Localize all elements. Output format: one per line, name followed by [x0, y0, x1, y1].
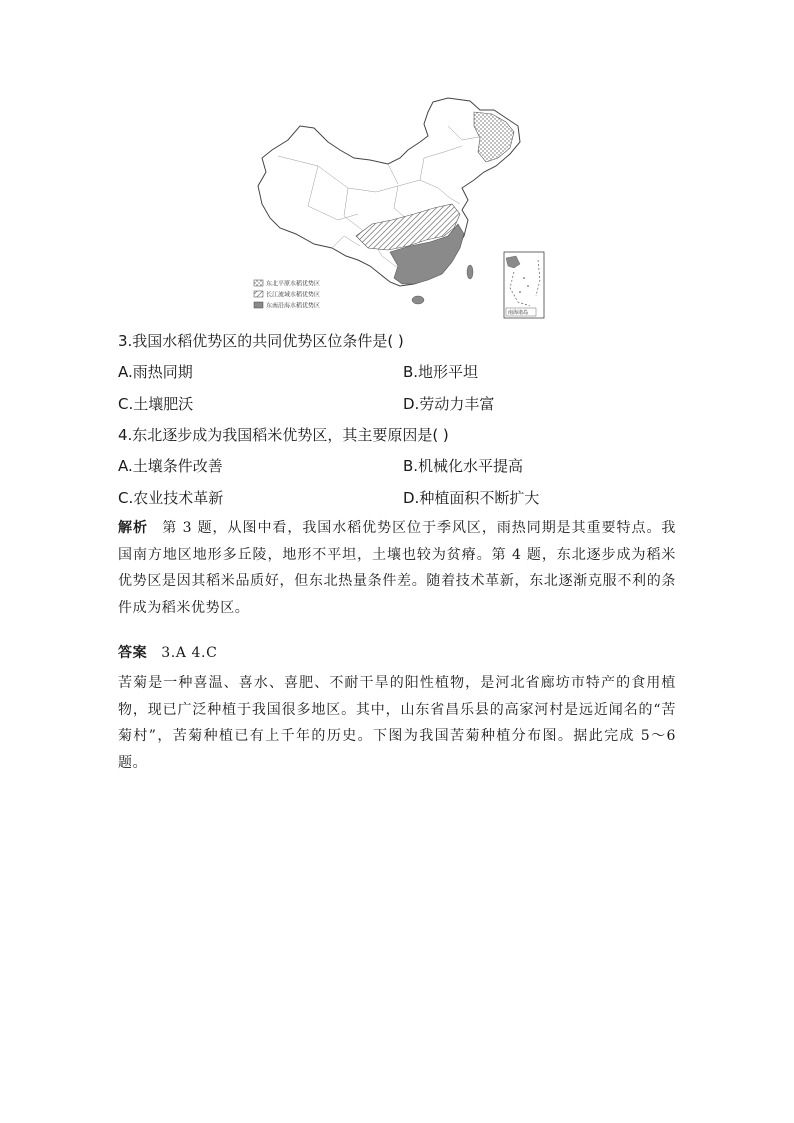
taiwan-island	[467, 265, 473, 279]
q3-option-d: D.劳动力丰富	[403, 395, 495, 413]
answer-text: 3.A 4.C	[161, 645, 218, 661]
rice-advantage-map	[248, 96, 552, 324]
answer-label: 答案	[118, 645, 148, 661]
hainan-island	[412, 296, 424, 304]
analysis-text: 第 3 题，从图中看，我国水稻优势区位于季风区，雨热同期是其重要特点。我国南方地区地形多丘陵，地形不平坦，土壤也较为贫瘠。第 4 题，东北逐步成为稻米优势区是因其稻米品质好，但东北热量条件差。随着技术革新，东北逐渐克服不利的条件成为稻米优势区。	[118, 520, 677, 616]
south-china-sea-inset	[504, 252, 544, 318]
q4-option-c: C.农业技术革新	[118, 489, 224, 507]
legend-label-yangtze: 长江流域水稻优势区	[266, 291, 321, 299]
answer-line	[118, 640, 676, 667]
q3-option-b: B.地形平坦	[403, 363, 479, 381]
legend-swatch-hatch	[254, 291, 263, 297]
legend-swatch-gray	[254, 302, 263, 308]
q4-option-d: D.种植面积不断扩大	[403, 489, 540, 507]
legend-swatch-dots	[254, 280, 263, 286]
inset-label: 南海诸岛	[508, 310, 529, 316]
analysis-label: 解析	[118, 520, 148, 536]
intro-paragraph: 苦菊是一种喜温、喜水、喜肥、不耐干旱的阳性植物，是河北省廊坊市特产的食用植物，现已广泛种植于我国很多地区。其中，山东省昌乐县的高家河村是远近闻名的“苦菊村”，苦菊种植已有上千年的历史。下图为我国苦菊种植分布图。据此完成 5～6 题。	[118, 675, 676, 771]
map-legend	[254, 280, 320, 310]
china-map-figure	[248, 96, 552, 324]
analysis-paragraph	[118, 515, 676, 621]
question-4-stem: 4.东北逐步成为我国稻米优势区，其主要原因是( )	[118, 426, 449, 444]
q4-option-b: B.机械化水平提高	[403, 457, 524, 475]
q4-option-a: A.土壤条件改善	[118, 457, 223, 475]
legend-label-northeast: 东北平原水稻优势区	[266, 280, 321, 288]
q3-option-c: C.土壤肥沃	[118, 395, 194, 413]
question-3-stem: 3.我国水稻优势区的共同优势区位条件是( )	[118, 332, 404, 350]
legend-label-southeast: 东南沿海水稻优势区	[266, 302, 321, 310]
q3-option-a: A.雨热同期	[118, 363, 193, 381]
